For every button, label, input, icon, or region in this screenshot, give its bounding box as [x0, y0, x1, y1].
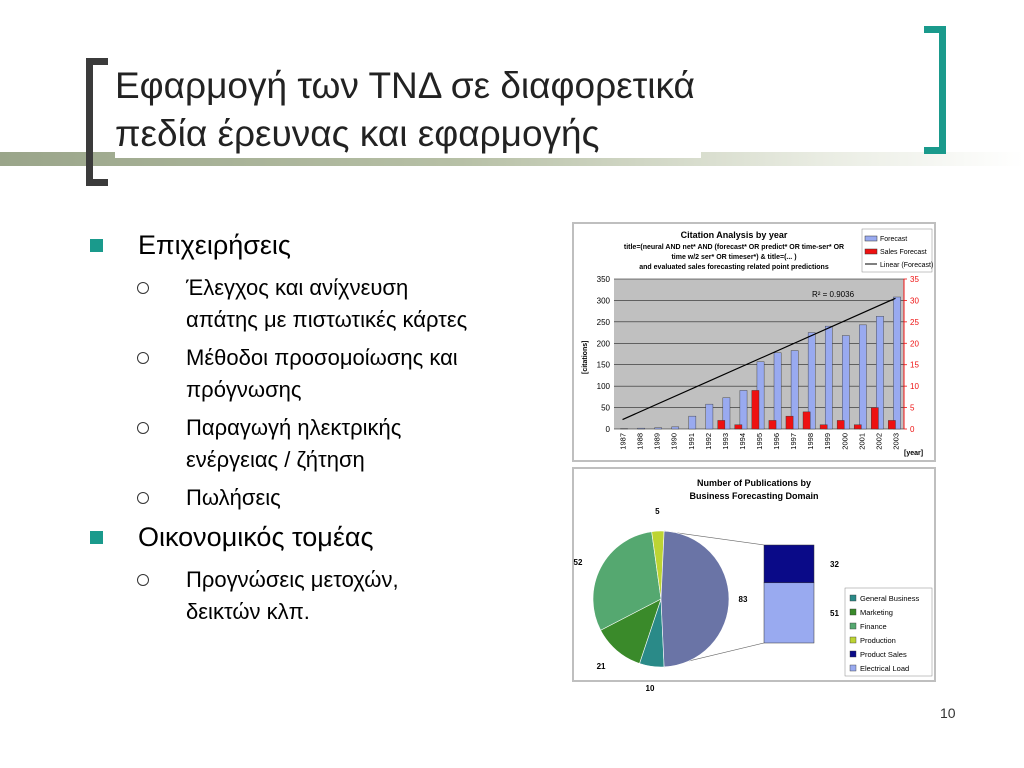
publications-pie-chart	[573, 469, 934, 694]
sales-forecast-bar	[854, 425, 861, 429]
x-tick-label: 1995	[755, 433, 764, 450]
sales-forecast-bar	[786, 416, 793, 429]
sales-forecast-bar	[888, 420, 895, 429]
sales-forecast-bar	[735, 425, 742, 429]
sub-bullet-sales	[90, 482, 560, 514]
sub-bullet-text: Πωλήσεις	[186, 485, 281, 510]
x-tick-label: 1998	[806, 433, 816, 450]
chart-legend	[862, 229, 933, 272]
forecast-bar	[774, 353, 781, 429]
left-bracket-decoration	[86, 58, 108, 186]
y-axis-label: [citations]	[582, 340, 589, 374]
sub-bullet-text: πρόγνωσης	[186, 377, 302, 402]
pie-value-label: 21	[596, 661, 606, 671]
legend-entry: Marketing	[860, 608, 893, 617]
circle-bullet-icon	[137, 492, 149, 504]
sales-forecast-bar	[837, 420, 844, 429]
x-tick-label: 1999	[823, 433, 833, 450]
sub-bullet-text: Παραγωγή ηλεκτρικής	[186, 415, 402, 440]
forecast-bar	[893, 297, 900, 429]
page-number: 10	[940, 705, 956, 721]
slide-title	[115, 62, 701, 158]
y-tick-label: 50	[601, 403, 610, 413]
bullet-business-text: Επιχειρήσεις	[138, 230, 291, 260]
chart-title: Citation Analysis by year	[680, 230, 788, 240]
legend-entry: Electrical Load	[860, 664, 910, 673]
bullet-list	[90, 228, 560, 634]
circle-bullet-icon	[137, 422, 149, 434]
x-tick-label: 1996	[772, 433, 782, 450]
sub-bullet-text: Έλεγχος και ανίχνευση	[186, 275, 409, 300]
legend-swatch	[850, 623, 856, 629]
x-tick-label: 2000	[840, 433, 850, 450]
y-tick-label: 200	[596, 339, 610, 349]
x-tick-label: 2001	[857, 433, 867, 450]
x-axis-label: [year]	[904, 450, 924, 457]
legend-entry: Finance	[860, 622, 887, 631]
forecast-bar	[740, 390, 747, 429]
slide-title-line2: πεδία έρευνας και εφαρμογής	[115, 113, 600, 154]
chart-subtitle-line: time w/2 ser* OR timeser*) & title=(... )	[671, 254, 797, 261]
sub-bullet-text: Μέθοδοι προσομοίωσης και	[186, 345, 458, 370]
legend-sales: Sales Forecast	[880, 249, 927, 256]
legend-swatch-sales	[865, 249, 877, 254]
pie-title-line1: Number of Publications by	[696, 478, 812, 488]
forecast-bar	[672, 427, 679, 429]
forecast-bar	[655, 428, 662, 429]
pie-value-label: 10	[645, 684, 655, 694]
x-tick-label: 1991	[686, 433, 696, 450]
legend-swatch	[850, 665, 856, 671]
citation-chart-figure	[572, 222, 936, 462]
sub-bullet-simulation	[90, 342, 560, 406]
pie-legend	[845, 588, 932, 676]
publications-chart-figure	[572, 467, 936, 694]
y-tick-label: 100	[596, 382, 610, 392]
y2-tick-label: 10	[910, 382, 919, 392]
sub-bullet-stocks	[90, 564, 560, 628]
y-tick-label: 350	[596, 275, 610, 284]
forecast-bar	[689, 416, 696, 429]
forecast-bar	[842, 336, 849, 429]
legend-swatch-forecast	[865, 236, 877, 241]
legend-swatch	[850, 609, 856, 615]
citation-bar-chart	[574, 224, 934, 460]
y2-tick-label: 25	[910, 317, 919, 327]
sub-bullet-electricity	[90, 412, 560, 476]
x-tick-label: 1997	[789, 433, 799, 450]
right-bracket-decoration	[924, 26, 946, 154]
pie-value-label: 83	[738, 595, 748, 604]
pie-slice-secondary	[661, 531, 729, 667]
y-tick-label: 0	[605, 425, 610, 434]
x-tick-label: 1994	[737, 433, 747, 450]
square-bullet-icon	[90, 531, 103, 544]
x-tick-label: 1989	[652, 433, 662, 450]
circle-bullet-icon	[137, 352, 149, 364]
sales-forecast-bar	[803, 412, 810, 429]
y-tick-label: 300	[596, 296, 610, 306]
bullet-finance-text: Οικονομικός τομέας	[138, 522, 374, 552]
sales-forecast-bar	[769, 420, 776, 429]
sub-bullet-text: Προγνώσεις μετοχών,	[186, 567, 399, 592]
legend-swatch	[850, 637, 856, 643]
square-bullet-icon	[90, 239, 103, 252]
bullet-finance-sector	[90, 520, 560, 554]
sales-forecast-bar	[871, 408, 878, 429]
sub-bullet-fraud	[90, 272, 560, 336]
forecast-bar	[859, 325, 866, 429]
sub-bullet-text: απάτης με πιστωτικές κάρτες	[186, 307, 468, 332]
bar-of-pie-segment	[764, 545, 814, 583]
bullet-business	[90, 228, 560, 262]
y2-tick-label: 5	[910, 403, 915, 413]
chart-subtitle-line: title=(neural AND net* AND (forecast* OR predict* OR time-ser* OR	[623, 244, 845, 251]
x-tick-label: 1988	[635, 433, 645, 450]
sub-bullet-text: ενέργειας / ζήτηση	[186, 447, 365, 472]
y2-tick-label: 15	[910, 360, 919, 370]
pie-value-label: 5	[655, 507, 660, 517]
r-squared-annotation: R² = 0.9036	[812, 290, 855, 299]
sales-forecast-bar	[820, 425, 827, 429]
bar-of-pie-label: 51	[830, 608, 839, 618]
legend-entry: Production	[860, 636, 896, 645]
pie-title-line2: Business Forecasting Domain	[689, 491, 819, 501]
sales-forecast-bar	[752, 390, 759, 429]
forecast-bar	[825, 326, 832, 429]
y2-tick-label: 0	[910, 425, 915, 434]
x-tick-label: 2003	[891, 433, 901, 450]
sub-bullet-text: δεικτών κλπ.	[186, 599, 310, 624]
circle-bullet-icon	[137, 574, 149, 586]
legend-entry: General Business	[860, 594, 920, 603]
pie-value-label: 52	[573, 558, 583, 568]
bar-of-pie-label: 32	[830, 559, 839, 569]
y-tick-label: 250	[596, 317, 610, 327]
legend-swatch	[850, 595, 856, 601]
forecast-bar	[706, 404, 713, 429]
circle-bullet-icon	[137, 282, 149, 294]
x-tick-label: 1993	[720, 433, 730, 450]
sales-forecast-bar	[718, 420, 725, 429]
x-tick-label: 1990	[669, 433, 679, 450]
forecast-bar	[638, 428, 645, 429]
x-tick-label: 1987	[618, 433, 628, 450]
slide-title-line1: Εφαρμογή των ΤΝΔ σε διαφορετικά	[115, 65, 695, 106]
y2-tick-label: 30	[910, 296, 919, 306]
legend-linear: Linear (Forecast)	[880, 262, 934, 269]
y-tick-label: 150	[596, 360, 610, 370]
y2-tick-label: 35	[910, 275, 919, 284]
legend-entry: Product Sales	[860, 650, 907, 659]
legend-swatch	[850, 651, 856, 657]
x-tick-label: 2002	[874, 433, 884, 450]
x-tick-label: 1992	[703, 433, 713, 450]
y2-tick-label: 20	[910, 339, 919, 349]
legend-forecast: Forecast	[880, 236, 908, 243]
chart-subtitle-line: and evaluated sales forecasting related point predictions	[639, 264, 829, 271]
bar-of-pie-segment	[764, 583, 814, 643]
